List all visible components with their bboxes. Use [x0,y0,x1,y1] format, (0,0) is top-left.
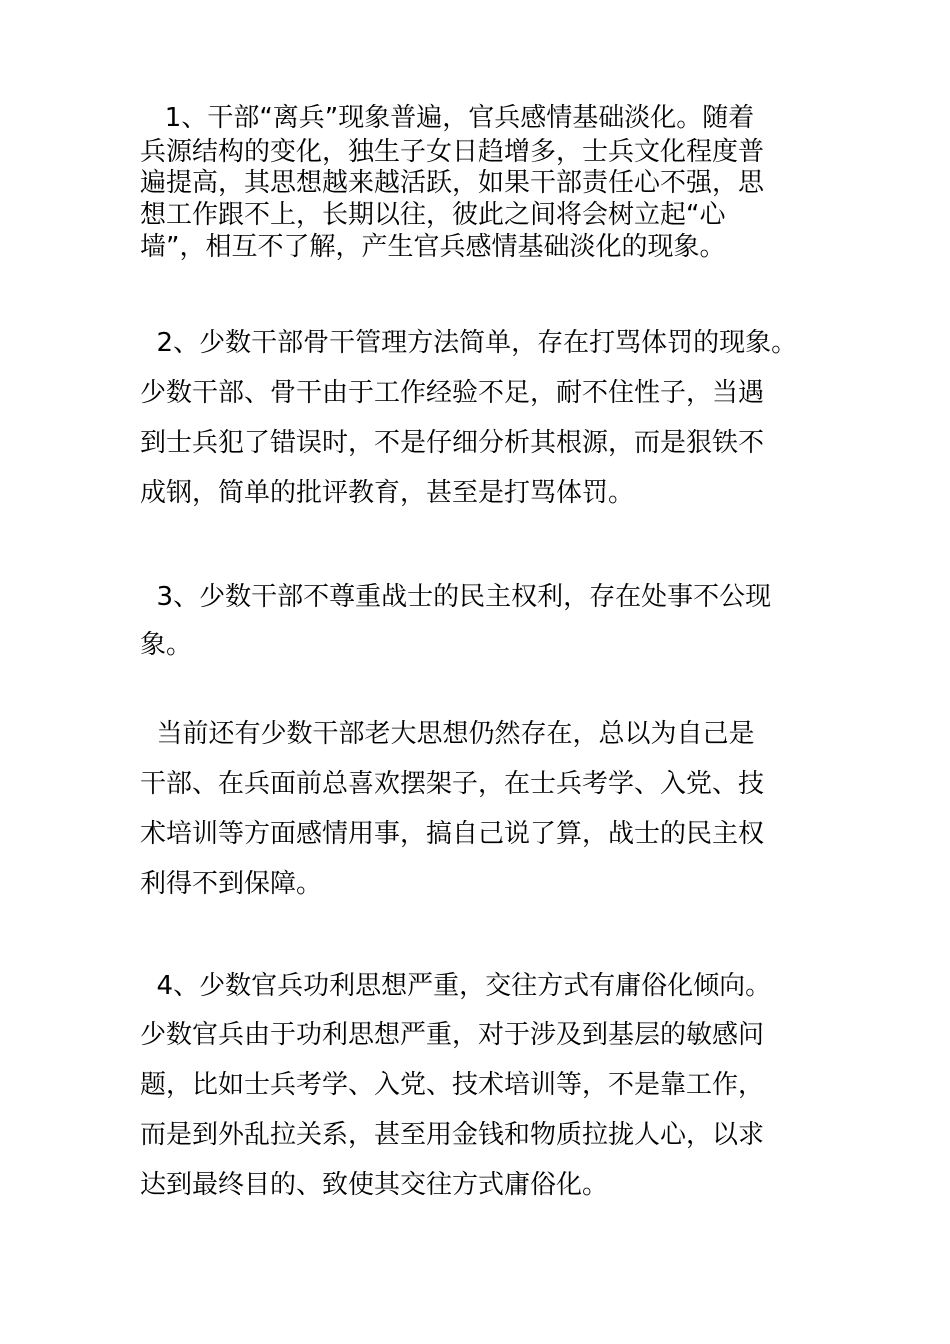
paragraph-line: 遍提高，其思想越来越活跃，如果干部责任心不强，思 [140,168,765,198]
paragraph-line: 3、少数干部不尊重战士的民主权利，存在处事不公现 [140,582,772,612]
paragraph-line: 当前还有少数干部老大思想仍然存在，总以为自己是 [140,719,755,749]
paragraph-line: 达到最终目的、致使其交往方式庸俗化。 [140,1170,609,1200]
paragraph-line: 1、干部“离兵”现象普遍，官兵感情基础淡化。随着 [140,103,755,133]
paragraph-line: 2、少数干部骨干管理方法简单，存在打骂体罚的现象。 [140,328,798,358]
paragraph-line: 少数官兵由于功利思想严重，对于涉及到基层的敏感问 [140,1020,765,1050]
paragraph-line: 干部、在兵面前总喜欢摆架子，在士兵考学、入党、技 [140,769,765,799]
paragraph-line: 术培训等方面感情用事，搞自己说了算，战士的民主权 [140,819,765,849]
paragraph-line: 成钢，简单的批评教育，甚至是打骂体罚。 [140,478,635,508]
paragraph-line: 少数干部、骨干由于工作经验不足，耐不住性子，当遇 [140,378,765,408]
paragraph-line: 到士兵犯了错误时，不是仔细分析其根源，而是狠铁不 [140,428,765,458]
paragraph-line: 想工作跟不上，长期以往，彼此之间将会树立起“心 [140,200,726,230]
paragraph-line: 利得不到保障。 [140,869,323,899]
paragraph-line: 象。 [140,630,193,660]
paragraph-line: 墙”，相互不了解，产生官兵感情基础淡化的现象。 [140,232,726,262]
paragraph-line: 题，比如士兵考学、入党、技术培训等，不是靠工作， [140,1070,765,1100]
paragraph-line: 兵源结构的变化，独生子女日趋增多，士兵文化程度普 [140,137,765,167]
paragraph-line: 而是到外乱拉关系，甚至用金钱和物质拉拢人心，以求 [140,1120,765,1150]
paragraph-line: 4、少数官兵功利思想严重，交往方式有庸俗化倾向。 [140,971,772,1001]
